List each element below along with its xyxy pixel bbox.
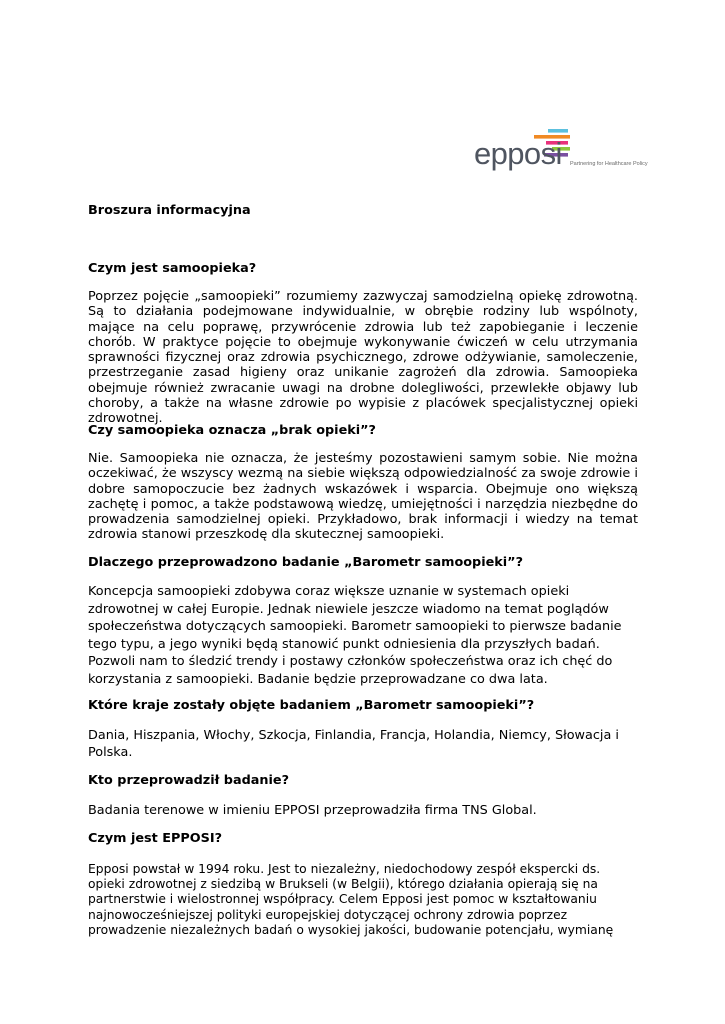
section-2-text: Nie. Samoopieka nie oznacza, że jesteśmy pozostawieni samym sobie. Nie można oczekiwać, że wszyscy wezmą na siebie większą odpowiedzialność za swoje zdrowie i dobre samopoczucie bez żadnych wskazówek i wsparcia. Obejmuje ono większą zachętę i pomoc, a także podstawową wiedzę, umiejętności i narzędzia niezbędne do prowadzenia samodzielnej opieki. Przykładowo, brak informacji i wiedzy na temat zdrowia stanowi przeszkodę dla skutecznej samoopieki. <box>88 451 638 543</box>
document-title: Broszura informacyjna <box>88 203 251 218</box>
epposi-logo <box>474 128 648 178</box>
section-4-heading: Które kraje zostały objęte badaniem „Barometr samoopieki”? <box>88 698 535 713</box>
section-1-text: Poprzez pojęcie „samoopieki” rozumiemy zazwyczaj samodzielną opiekę zdrowotną. Są to działania podejmowane indywidualnie, w obrębie rodziny lub wspólnoty, mające na celu poprawę, przywrócenie zdrowia lub też zapobieganie i leczenie chorób. W praktyce pojęcie to obejmuje wykonywanie ćwiczeń w celu utrzymania sprawności fizycznej oraz zdrowia psychicznego, zdrowe odżywianie, samoleczenie, przestrzeganie zasad higieny oraz unikanie zagrożeń dla zdrowia. Samoopieka obejmuje również zwracanie uwagi na drobne dolegliwości, przewlekłe objawy lub choroby, a także na własne zdrowie po wypisie z placówek specjalistycznej opieki zdrowotnej. <box>88 289 638 427</box>
logo-stripe-1 <box>548 129 568 133</box>
section-4-text: Dania, Hiszpania, Włochy, Szkocja, Finlandia, Francja, Holandia, Niemcy, Słowacja i Polska. <box>88 728 619 761</box>
section-3-heading: Dlaczego przeprowadzono badanie „Barometr samoopieki”? <box>88 555 523 570</box>
logo-wordmark: epposi <box>474 136 562 171</box>
section-1-heading: Czym jest samoopieka? <box>88 261 257 276</box>
section-2-heading: Czy samoopieka oznacza „brak opieki”? <box>88 423 376 438</box>
section-5-heading: Kto przeprowadził badanie? <box>88 773 289 788</box>
section-6-text: Epposi powstał w 1994 roku. Jest to niezależny, niedochodowy zespół ekspercki ds. opieki zdrowotnej z siedzibą w Brukseli (w Belgii), którego działania opierają się na partnerstwie i wielostronnej współpracy. Celem Epposi jest pomoc w kształtowaniu najnowocześniejszej polityki europejskiej dotyczącej ochrony zdrowia poprzez prowadzenie niezależnych badań o wysokiej jakości, budowanie potencjału, wymianę <box>88 862 614 937</box>
section-6-heading: Czym jest EPPOSI? <box>88 831 223 846</box>
logo-tagline: Partnering for Healthcare Policy <box>570 161 648 167</box>
section-3-text: Koncepcja samoopieki zdobywa coraz większe uznanie w systemach opieki zdrowotnej w całej Europie. Jednak niewiele jeszcze wiadomo na temat poglądów społeczeństwa dotyczących samoopieki. Barometr samoopieki to pierwsze badanie tego typu, a jego wyniki będą stanowić punkt odniesienia dla przyszłych badań. Pozwoli nam to śledzić trendy i postawy członków społeczeństwa oraz ich chęć do korzystania z samoopieki. Badanie będzie przeprowadzane co dwa lata. <box>88 584 622 687</box>
section-5-text: Badania terenowe w imieniu EPPOSI przeprowadziła firma TNS Global. <box>88 803 537 818</box>
